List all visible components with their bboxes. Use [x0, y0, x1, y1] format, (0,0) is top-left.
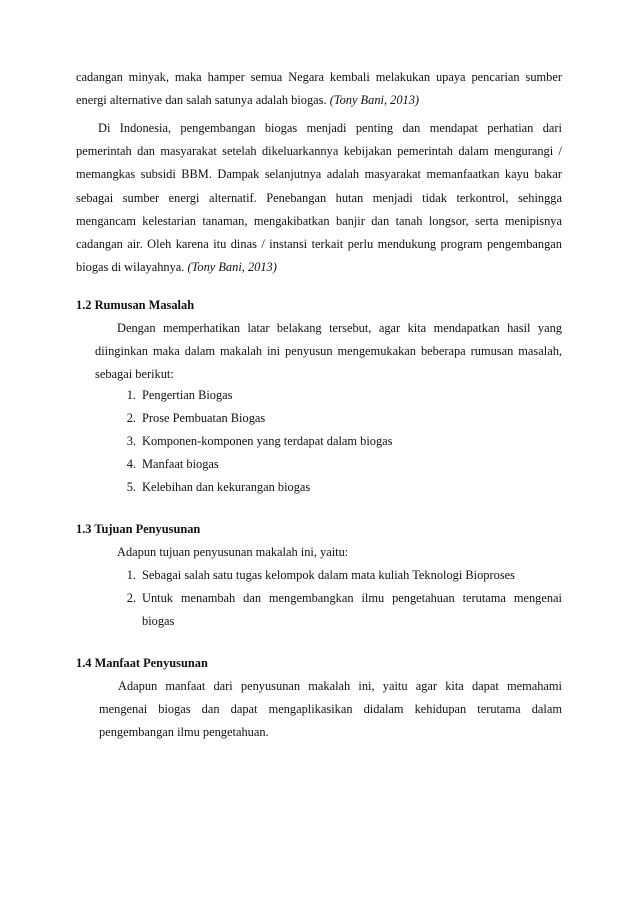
tujuan-paragraph: Adapun tujuan penyusunan makalah ini, yaitu: — [117, 545, 349, 559]
list-item-number: 5. — [126, 480, 136, 494]
list-item-text: Untuk menambah dan mengembangkan ilmu pengetahuan terutama mengenai biogas — [142, 591, 562, 629]
list-item-text: Sebagai salah satu tugas kelompok dalam mata kuliah Teknologi Bioproses — [142, 568, 515, 582]
list-item-number: 1. — [126, 388, 136, 402]
list-item-number: 2. — [126, 591, 136, 605]
list-item-text: Manfaat biogas — [142, 457, 219, 471]
list-item-text: Komponen-komponen yang terdapat dalam biogas — [142, 434, 393, 448]
list-item-text: Prose Pembuatan Biogas — [142, 411, 266, 425]
list-item-text: Kelebihan dan kekurangan biogas — [142, 480, 311, 494]
manfaat-paragraph: Adapun manfaat dari penyusunan makalah ini, yaitu agar kita dapat memahami mengenai biogas dan dapat mengaplikasikan didalam kehidupan terutama dalam pengembangan ilmu pengetahuan. — [99, 679, 562, 740]
section-heading-manfaat: 1.4 Manfaat Penyusunan — [76, 656, 208, 670]
list-item-number: 2. — [126, 411, 136, 425]
list-item-number: 1. — [126, 568, 136, 582]
intro-paragraph-2-text: Di Indonesia, pengembangan biogas menjadi penting dan mendapat perhatian dari pemerintah dan masyarakat setelah dikeluarkannya kebijakan pemerintah dalam mengurangi / memangkas subsidi BBM. Dampak selanjutnya adalah masyarakat memanfaatkan kayu bakar sebagai sumber energi alternatif. Penebangan hutan menjadi tidak terkontrol, sehingga mengancam kelestarian tanaman, mengakibatkan banjir dan tanah longsor, serta menipisnya cadangan air. Oleh karena itu dinas / instansi terkait perlu mendukung program pengembangan biogas di wilayahnya. — [76, 121, 562, 275]
list-item-number: 3. — [126, 434, 136, 448]
list-item-number: 4. — [126, 457, 136, 471]
section-heading-rumusan: 1.2 Rumusan Masalah — [76, 298, 195, 312]
intro-paragraph-2 — [76, 117, 562, 279]
list-item-text: Pengertian Biogas — [142, 388, 233, 402]
intro-paragraph-1 — [76, 66, 562, 112]
intro-paragraph-1-citation: (Tony Bani, 2013) — [329, 93, 420, 108]
section-heading-tujuan: 1.3 Tujuan Penyusunan — [76, 522, 201, 536]
rumusan-paragraph: Dengan memperhatikan latar belakang tersebut, agar kita mendapatkan hasil yang diinginkan maka dalam makalah ini penyusun mengemukakan beberapa rumusan masalah, sebagai berikut: — [95, 321, 562, 382]
intro-paragraph-2-citation: (Tony Bani, 2013) — [187, 260, 277, 275]
intro-paragraph-1-text: cadangan minyak, maka hamper semua Negara kembali melakukan upaya pencarian sumber energi alternative dan salah satunya adalah biogas. — [76, 70, 562, 108]
